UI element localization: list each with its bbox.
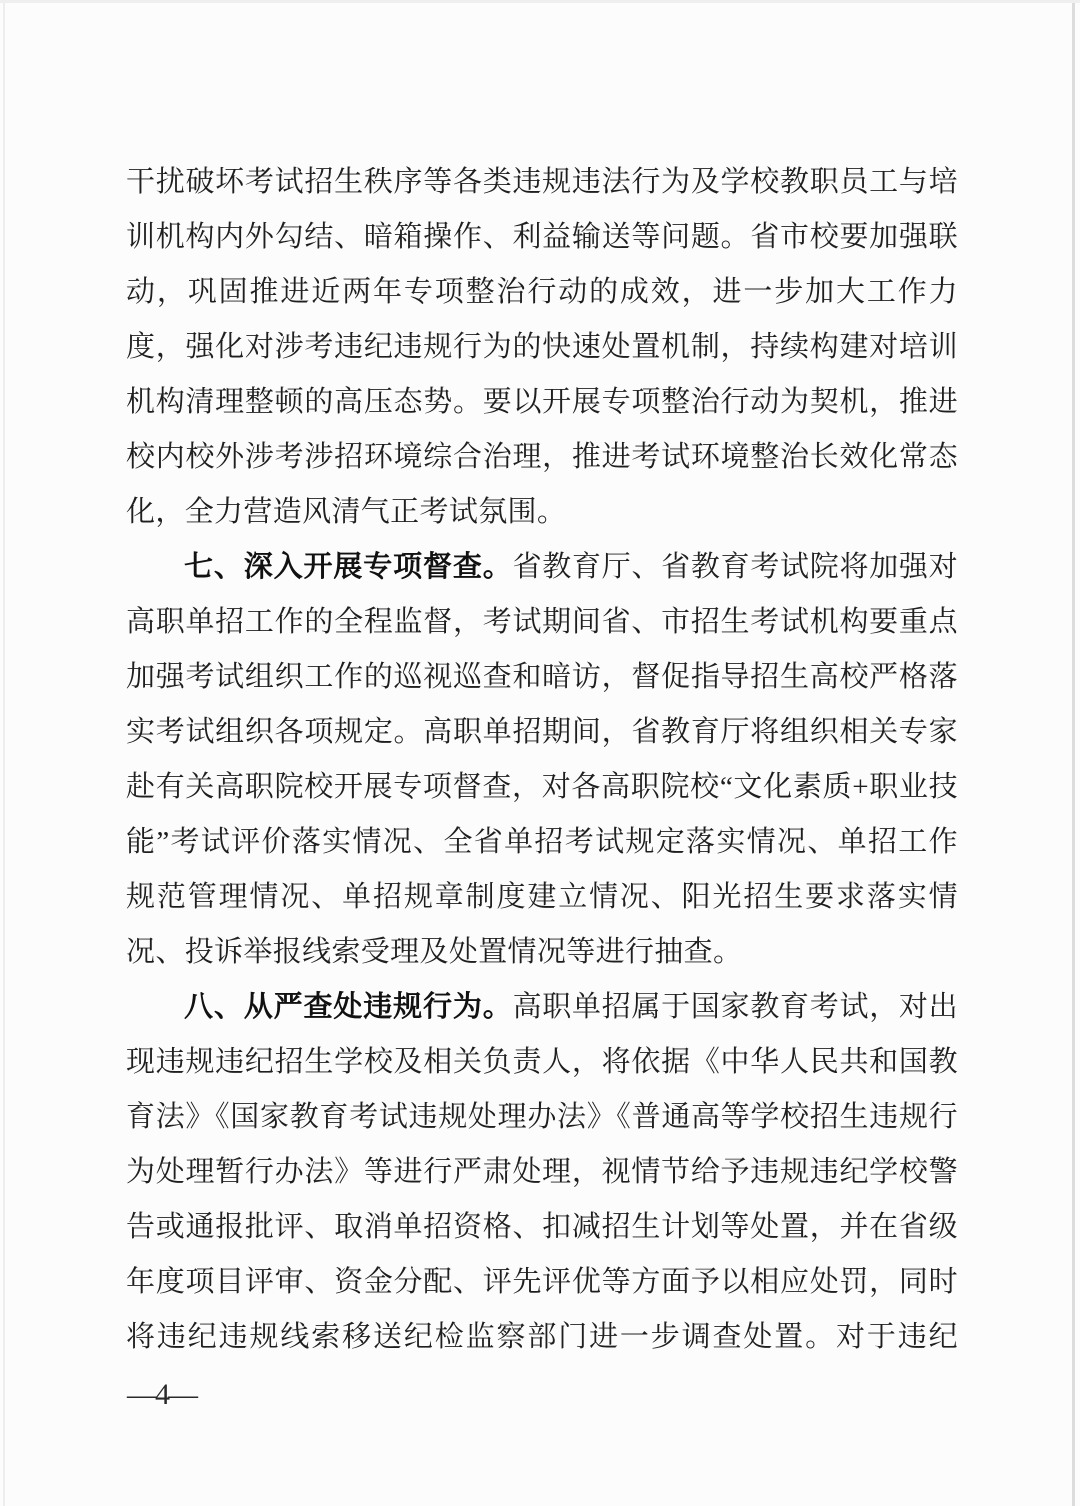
page-number: —4—: [127, 1378, 196, 1411]
section-7-heading: 七、深入开展专项督查。: [184, 551, 513, 583]
document-body: [126, 155, 958, 1365]
paragraph-section-7: [126, 540, 958, 980]
scan-edge-left: [3, 3, 5, 1506]
scan-edge-right: [1072, 3, 1075, 1506]
paragraph-section-8: [126, 980, 958, 1365]
paragraph-continuation: 干扰破坏考试招生秩序等各类违规违法行为及学校教职员工与培训机构内外勾结、暗箱操作、利益输送等问题。省市校要加强联动，巩固推进近两年专项整治行动的成效，进一步加大工作力度，强化对涉考违纪违规行为的快速处置机制，持续构建对培训机构清理整顿的高压态势。要以开展专项整治行动为契机，推进校内校外涉考涉招环境综合治理，推进考试环境整治长效化常态化，全力营造风清气正考试氛围。: [126, 166, 958, 528]
section-8-text: 高职单招属于国家教育考试，对出现违规违纪招生学校及相关负责人，将依据《中华人民共和国教育法》《国家教育考试违规处理办法》《普通高等学校招生违规行为处理暂行办法》等进行严肃处理，视情节给予违规违纪学校警告或通报批评、取消单招资格、扣减招生计划等处置，并在省级年度项目评审、资金分配、评先评优等方面予以相应处罚，同时将违纪违规线索移送纪检监察部门进一步调查处置。对于违纪: [126, 991, 958, 1353]
section-7-text: 省教育厅、省教育考试院将加强对高职单招工作的全程监督，考试期间省、市招生考试机构要重点加强考试组织工作的巡视巡查和暗访，督促指导招生高校严格落实考试组织各项规定。高职单招期间，省教育厅将组织相关专家赴有关高职院校开展专项督查，对各高职院校“文化素质+职业技能”考试评价落实情况、全省单招考试规定落实情况、单招工作规范管理情况、单招规章制度建立情况、阳光招生要求落实情况、投诉举报线索受理及处置情况等进行抽查。: [126, 551, 958, 968]
section-8-heading: 八、从严查处违规行为。: [184, 991, 513, 1023]
